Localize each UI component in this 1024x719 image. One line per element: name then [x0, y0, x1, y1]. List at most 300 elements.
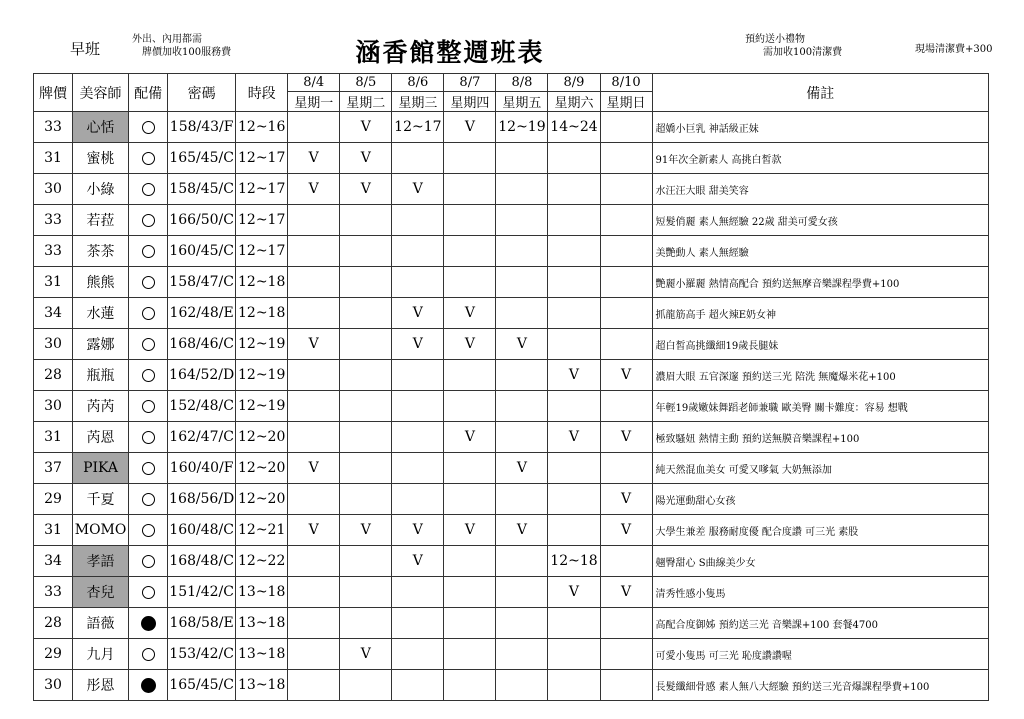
equip-cell [129, 577, 168, 608]
booking-gift-note [745, 33, 842, 59]
equip-cell [129, 174, 168, 205]
equip-cell [129, 329, 168, 360]
open-circle-icon [142, 183, 155, 196]
name-cell: 瓶瓶 [73, 360, 129, 391]
schedule-cell: V [340, 143, 392, 174]
day-weekday-header: 星期六 [548, 92, 600, 112]
remarks-cell: 超白皙高挑纖細19歲長腿妹 [652, 329, 988, 360]
price-cell: 33 [34, 112, 73, 143]
schedule-cell [600, 298, 652, 329]
schedule-cell: V [548, 360, 600, 391]
open-circle-icon [142, 338, 155, 351]
schedule-cell [392, 639, 444, 670]
schedule-cell [392, 205, 444, 236]
col-time-header: 時段 [236, 74, 288, 112]
col-equip-header: 配備 [129, 74, 168, 112]
price-cell: 30 [34, 174, 73, 205]
schedule-cell [392, 484, 444, 515]
code-cell: 153/42/C [168, 639, 236, 670]
schedule-cell [392, 143, 444, 174]
time-cell: 13~18 [236, 639, 288, 670]
code-cell: 168/46/C [168, 329, 236, 360]
schedule-cell [392, 236, 444, 267]
table-row [34, 267, 989, 298]
schedule-cell [548, 267, 600, 298]
filled-circle-icon [141, 616, 156, 631]
day-date-header: 8/9 [548, 74, 600, 92]
code-cell: 158/47/C [168, 267, 236, 298]
open-circle-icon [142, 245, 155, 258]
open-circle-icon [142, 493, 155, 506]
schedule-cell [340, 360, 392, 391]
price-cell: 34 [34, 298, 73, 329]
schedule-cell [340, 608, 392, 639]
schedule-cell [340, 298, 392, 329]
name-cell: 千夏 [73, 484, 129, 515]
open-circle-icon [142, 307, 155, 320]
schedule-cell [600, 174, 652, 205]
open-circle-icon [142, 369, 155, 382]
price-cell: 29 [34, 484, 73, 515]
table-row [34, 205, 989, 236]
col-name-header: 美容師 [73, 74, 129, 112]
name-cell: 小綠 [73, 174, 129, 205]
schedule-cell: V [548, 577, 600, 608]
schedule-cell [340, 391, 392, 422]
time-cell: 12~19 [236, 329, 288, 360]
schedule-cell: 14~24 [548, 112, 600, 143]
schedule-cell [600, 608, 652, 639]
schedule-cell [548, 174, 600, 205]
schedule-cell [288, 670, 340, 701]
schedule-cell [496, 143, 548, 174]
table-row [34, 112, 989, 143]
code-cell: 152/48/C [168, 391, 236, 422]
remarks-cell: 短髮俏麗 素人無經驗 22歲 甜美可愛女孩 [652, 205, 988, 236]
remarks-cell: 陽光運動甜心女孩 [652, 484, 988, 515]
service-fee-note-line1: 外出、內用都需 [132, 34, 202, 45]
open-circle-icon [142, 276, 155, 289]
schedule-cell: V [340, 639, 392, 670]
schedule-cell: V [444, 422, 496, 453]
schedule-cell [444, 360, 496, 391]
schedule-cell [392, 670, 444, 701]
cleaning-fee-note: 現場清潔費+300 [915, 44, 993, 55]
schedule-cell [444, 174, 496, 205]
schedule-cell: 12~17 [392, 112, 444, 143]
time-cell: 12~20 [236, 484, 288, 515]
day-weekday-header: 星期三 [392, 92, 444, 112]
price-cell: 29 [34, 639, 73, 670]
schedule-cell [340, 422, 392, 453]
schedule-cell [496, 484, 548, 515]
table-row [34, 639, 989, 670]
time-cell: 12~17 [236, 205, 288, 236]
schedule-cell [496, 577, 548, 608]
equip-cell [129, 546, 168, 577]
code-cell: 168/48/C [168, 546, 236, 577]
remarks-cell: 抓龍筋高手 超火辣E奶女神 [652, 298, 988, 329]
schedule-cell: V [600, 360, 652, 391]
time-cell: 12~19 [236, 391, 288, 422]
schedule-cell: V [496, 515, 548, 546]
schedule-cell [496, 422, 548, 453]
schedule-cell [444, 453, 496, 484]
day-weekday-header: 星期日 [600, 92, 652, 112]
schedule-cell [600, 546, 652, 577]
schedule-cell [288, 577, 340, 608]
name-cell: 熊熊 [73, 267, 129, 298]
time-cell: 13~18 [236, 608, 288, 639]
schedule-cell [600, 143, 652, 174]
schedule-cell [288, 608, 340, 639]
price-cell: 28 [34, 608, 73, 639]
schedule-cell [548, 608, 600, 639]
remarks-cell: 美艷動人 素人無經驗 [652, 236, 988, 267]
schedule-cell [600, 639, 652, 670]
name-cell: 心恬 [73, 112, 129, 143]
day-date-header: 8/6 [392, 74, 444, 92]
schedule-cell [288, 205, 340, 236]
table-row [34, 298, 989, 329]
schedule-cell [392, 453, 444, 484]
equip-cell [129, 267, 168, 298]
booking-gift-note-line1: 預約送小禮物 [745, 34, 805, 45]
day-date-header: 8/5 [340, 74, 392, 92]
schedule-cell [288, 422, 340, 453]
time-cell: 12~20 [236, 453, 288, 484]
schedule-cell [288, 546, 340, 577]
schedule-cell [392, 391, 444, 422]
code-cell: 151/42/C [168, 577, 236, 608]
schedule-cell: V [288, 453, 340, 484]
price-cell: 31 [34, 143, 73, 174]
name-cell: PIKA [73, 453, 129, 484]
open-circle-icon [142, 400, 155, 413]
schedule-cell [548, 670, 600, 701]
schedule-cell [496, 639, 548, 670]
remarks-cell: 翹臀甜心 S曲線美少女 [652, 546, 988, 577]
remarks-cell: 水汪汪大眼 甜美笑容 [652, 174, 988, 205]
schedule-cell [392, 360, 444, 391]
name-cell: 彤恩 [73, 670, 129, 701]
schedule-cell [392, 608, 444, 639]
table-row [34, 143, 989, 174]
sheet-header [0, 0, 1024, 72]
price-cell: 30 [34, 670, 73, 701]
remarks-cell: 艷麗小羅麗 熱情高配合 預約送無摩音樂課程學費+100 [652, 267, 988, 298]
time-cell: 13~18 [236, 670, 288, 701]
schedule-cell [444, 391, 496, 422]
code-cell: 160/48/C [168, 515, 236, 546]
col-code-header: 密碼 [168, 74, 236, 112]
schedule-cell [600, 453, 652, 484]
schedule-cell [548, 453, 600, 484]
schedule-cell [548, 298, 600, 329]
schedule-table [33, 73, 989, 701]
remarks-cell: 大學生兼差 服務耐度優 配合度讚 可三光 素股 [652, 515, 988, 546]
service-fee-note-line2: 牌價加收100服務費 [142, 47, 232, 58]
equip-cell [129, 205, 168, 236]
time-cell: 12~17 [236, 174, 288, 205]
price-cell: 31 [34, 422, 73, 453]
schedule-cell [600, 391, 652, 422]
shift-label: 早班 [70, 40, 101, 58]
schedule-cell [548, 515, 600, 546]
schedule-cell: V [392, 298, 444, 329]
price-cell: 33 [34, 205, 73, 236]
schedule-cell: V [340, 515, 392, 546]
table-row [34, 391, 989, 422]
time-cell: 13~18 [236, 577, 288, 608]
schedule-cell: V [392, 515, 444, 546]
time-cell: 12~17 [236, 143, 288, 174]
header-row [34, 74, 989, 92]
equip-cell [129, 515, 168, 546]
equip-cell [129, 639, 168, 670]
equip-cell [129, 670, 168, 701]
schedule-cell: V [288, 143, 340, 174]
time-cell: 12~16 [236, 112, 288, 143]
name-cell: 蜜桃 [73, 143, 129, 174]
col-price-header: 牌價 [34, 74, 73, 112]
code-cell: 164/52/D [168, 360, 236, 391]
day-weekday-header: 星期一 [288, 92, 340, 112]
schedule-cell [288, 639, 340, 670]
remarks-cell: 91年次全新素人 高挑白皙款 [652, 143, 988, 174]
schedule-cell [340, 670, 392, 701]
equip-cell [129, 236, 168, 267]
schedule-cell [600, 329, 652, 360]
schedule-cell: V [600, 484, 652, 515]
schedule-cell [496, 205, 548, 236]
schedule-cell: V [444, 515, 496, 546]
name-cell: 芮恩 [73, 422, 129, 453]
schedule-cell: 12~18 [548, 546, 600, 577]
schedule-cell: V [392, 546, 444, 577]
table-row [34, 360, 989, 391]
schedule-cell [392, 422, 444, 453]
remarks-cell: 可愛小隻馬 可三光 恥度讚讚喔 [652, 639, 988, 670]
time-cell: 12~18 [236, 298, 288, 329]
schedule-cell [548, 391, 600, 422]
table-row [34, 577, 989, 608]
schedule-cell [444, 608, 496, 639]
schedule-cell [444, 267, 496, 298]
table-row [34, 670, 989, 701]
open-circle-icon [142, 586, 155, 599]
code-cell: 162/48/E [168, 298, 236, 329]
schedule-cell [496, 236, 548, 267]
price-cell: 28 [34, 360, 73, 391]
table-row [34, 174, 989, 205]
table-row [34, 608, 989, 639]
schedule-cell [600, 236, 652, 267]
day-weekday-header: 星期五 [496, 92, 548, 112]
day-date-header: 8/10 [600, 74, 652, 92]
equip-cell [129, 112, 168, 143]
schedule-cell [548, 236, 600, 267]
open-circle-icon [142, 462, 155, 475]
schedule-cell [496, 670, 548, 701]
table-row [34, 422, 989, 453]
code-cell: 165/45/C [168, 143, 236, 174]
remarks-cell: 純天然混血美女 可愛又嗲氣 大奶無添加 [652, 453, 988, 484]
time-cell: 12~22 [236, 546, 288, 577]
schedule-cell: V [496, 329, 548, 360]
schedule-cell [288, 484, 340, 515]
schedule-cell [444, 236, 496, 267]
price-cell: 30 [34, 391, 73, 422]
schedule-cell: V [444, 112, 496, 143]
schedule-cell [288, 267, 340, 298]
time-cell: 12~20 [236, 422, 288, 453]
schedule-cell: V [496, 453, 548, 484]
code-cell: 166/50/C [168, 205, 236, 236]
schedule-cell: V [600, 422, 652, 453]
table-row [34, 236, 989, 267]
name-cell: 九月 [73, 639, 129, 670]
day-date-header: 8/7 [444, 74, 496, 92]
schedule-cell [288, 236, 340, 267]
remarks-cell: 濃眉大眼 五官深邃 預約送三光 陪洗 無魔爆米花+100 [652, 360, 988, 391]
schedule-cell [288, 360, 340, 391]
code-cell: 158/43/F [168, 112, 236, 143]
equip-cell [129, 298, 168, 329]
name-cell: 若菈 [73, 205, 129, 236]
price-cell: 33 [34, 577, 73, 608]
price-cell: 33 [34, 236, 73, 267]
equip-cell [129, 422, 168, 453]
schedule-cell [340, 577, 392, 608]
price-cell: 30 [34, 329, 73, 360]
time-cell: 12~21 [236, 515, 288, 546]
page-title: 涵香館整週班表 [355, 38, 545, 67]
open-circle-icon [142, 524, 155, 537]
schedule-cell: V [392, 174, 444, 205]
table-row [34, 484, 989, 515]
open-circle-icon [142, 214, 155, 227]
schedule-cell [340, 267, 392, 298]
day-weekday-header: 星期四 [444, 92, 496, 112]
schedule-cell [444, 143, 496, 174]
schedule-cell: V [600, 577, 652, 608]
name-cell: 芮芮 [73, 391, 129, 422]
code-cell: 160/45/C [168, 236, 236, 267]
name-cell: 水蓮 [73, 298, 129, 329]
schedule-cell [340, 236, 392, 267]
time-cell: 12~18 [236, 267, 288, 298]
schedule-cell [444, 546, 496, 577]
remarks-cell: 長髮纖細骨感 素人無八大經驗 預約送三光音爆課程學費+100 [652, 670, 988, 701]
schedule-cell [496, 267, 548, 298]
schedule-cell [496, 391, 548, 422]
schedule-cell: V [288, 515, 340, 546]
remarks-cell: 年輕19歲嫩妹舞蹈老師兼職 歐美臀 關卡難度：容易 想戰 [652, 391, 988, 422]
col-remarks-header: 備註 [652, 74, 988, 112]
name-cell: MOMO [73, 515, 129, 546]
schedule-cell [600, 205, 652, 236]
remarks-cell: 極致騷妞 熱情主動 預約送無膜音樂課程+100 [652, 422, 988, 453]
schedule-cell [496, 546, 548, 577]
table-row [34, 453, 989, 484]
equip-cell [129, 608, 168, 639]
schedule-cell [444, 670, 496, 701]
name-cell: 孝語 [73, 546, 129, 577]
price-cell: 31 [34, 267, 73, 298]
schedule-cell [444, 577, 496, 608]
schedule-cell [392, 267, 444, 298]
schedule-cell [340, 453, 392, 484]
open-circle-icon [142, 555, 155, 568]
name-cell: 茶茶 [73, 236, 129, 267]
day-weekday-header: 星期二 [340, 92, 392, 112]
schedule-cell [288, 298, 340, 329]
schedule-cell: V [392, 329, 444, 360]
code-cell: 165/45/C [168, 670, 236, 701]
schedule-cell: 12~19 [496, 112, 548, 143]
schedule-cell [444, 484, 496, 515]
open-circle-icon [142, 152, 155, 165]
equip-cell [129, 391, 168, 422]
price-cell: 37 [34, 453, 73, 484]
schedule-cell [288, 112, 340, 143]
schedule-cell [340, 546, 392, 577]
time-cell: 12~19 [236, 360, 288, 391]
schedule-cell: V [548, 422, 600, 453]
schedule-cell: V [600, 515, 652, 546]
name-cell: 語薇 [73, 608, 129, 639]
schedule-cell [600, 267, 652, 298]
open-circle-icon [142, 648, 155, 661]
booking-gift-note-line2: 需加收100清潔費 [763, 47, 843, 58]
code-cell: 168/58/E [168, 608, 236, 639]
code-cell: 160/40/F [168, 453, 236, 484]
price-cell: 34 [34, 546, 73, 577]
table-row [34, 515, 989, 546]
schedule-cell [340, 205, 392, 236]
code-cell: 162/47/C [168, 422, 236, 453]
schedule-cell [600, 112, 652, 143]
schedule-cell: V [444, 298, 496, 329]
schedule-cell: V [444, 329, 496, 360]
schedule-cell [444, 205, 496, 236]
equip-cell [129, 143, 168, 174]
remarks-cell: 清秀性感小隻馬 [652, 577, 988, 608]
remarks-cell: 超嬌小巨乳 神話級正妹 [652, 112, 988, 143]
table-row [34, 546, 989, 577]
remarks-cell: 高配合度御姊 預約送三光 音樂課+100 套餐4700 [652, 608, 988, 639]
code-cell: 158/45/C [168, 174, 236, 205]
day-date-header: 8/4 [288, 74, 340, 92]
code-cell: 168/56/D [168, 484, 236, 515]
schedule-cell [496, 608, 548, 639]
schedule-cell [340, 484, 392, 515]
schedule-cell [548, 484, 600, 515]
schedule-cell [340, 329, 392, 360]
schedule-cell [600, 670, 652, 701]
open-circle-icon [142, 431, 155, 444]
schedule-cell [288, 391, 340, 422]
equip-cell [129, 484, 168, 515]
schedule-cell: V [288, 329, 340, 360]
schedule-cell [444, 639, 496, 670]
schedule-cell: V [340, 112, 392, 143]
schedule-cell [496, 298, 548, 329]
equip-cell [129, 360, 168, 391]
name-cell: 杏兒 [73, 577, 129, 608]
schedule-cell [548, 205, 600, 236]
